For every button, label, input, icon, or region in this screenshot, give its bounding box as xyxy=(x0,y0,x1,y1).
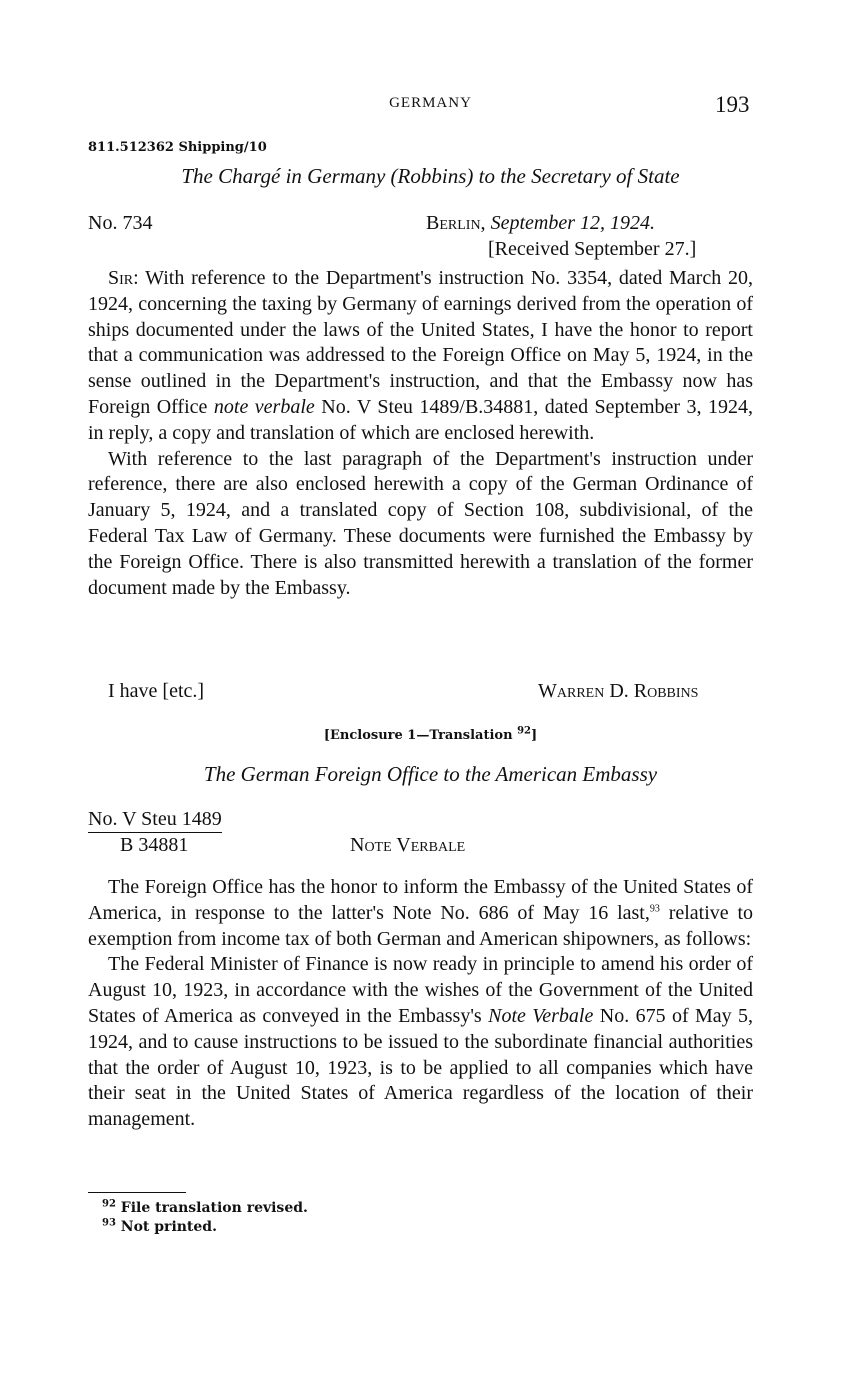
letter-paragraph-1: Sir: With reference to the Department's instruction No. 3354, dated March 20, 1924, concerning the taxing by Germany of earnings derived from the operation of ships documented under the laws of the United States, I have the honor to report that a communication was addressed to the Foreign Office on May 5, 1924, in the sense outlined in the Department's instruction, and that the Embassy now has Foreign Office note verbale No. V Steu 1489/B.34881, dated September 3, 1924, in reply, a copy and translation of which are enclosed herewith. xyxy=(88,267,754,444)
signature: Warren D. Robbins xyxy=(538,680,699,702)
note-verbale-heading: Note Verbale xyxy=(350,834,466,856)
note-reference-line-2: B 34881 xyxy=(120,834,189,856)
received-note: [Received September 27.] xyxy=(488,238,697,260)
footnote-92: $^{92}$ File translation revised. xyxy=(102,1198,308,1216)
enclosure-label: [Enclosure 1—Translation $^{92}$] xyxy=(323,725,538,743)
note-reference-line-1: No. V Steu 1489 xyxy=(88,808,222,833)
footnote-93: $^{93}$ Not printed. xyxy=(102,1217,217,1235)
note-paragraph-2: The Federal Minister of Finance is now ready in principle to amend his order of August 10, 1923, in accordance with the wishes of the Government of the United States of America as conveyed in the Embassy's Note Verbale No. 675 of May 5, 1924, and to cause instructions to be issued to the subordinate financial authorities that the order of August 10, 1923, is to be applied to all companies which have their seat in the United States of America regardless of the location of their management. xyxy=(88,953,754,1131)
closing: I have [etc.] xyxy=(108,680,205,702)
letter-dateline xyxy=(426,212,655,235)
letter-date: September 12, 1924. xyxy=(490,212,655,234)
footnote-divider xyxy=(88,1192,186,1193)
note-body xyxy=(88,875,753,1133)
note-paragraph-1: The Foreign Office has the honor to inform the Embassy of the United States of America, in response to the latter's Note No. 686 of May 16 last,$^{93}$ relative to exemption from income tax of both German and American shipowners, as follows: xyxy=(88,876,754,950)
salutation: Sir: xyxy=(108,267,139,289)
enclosure-title: The German Foreign Office to the American Embassy xyxy=(203,762,658,786)
letter-paragraph-2: With reference to the last paragraph of the Department's instruction under reference, there are also enclosed herewith a copy of the German Ordinance of January 5, 1924, and a translated copy of Section 108, subdivisional, of the Federal Tax Law of Germany. These documents were furnished the Embassy by the Foreign Office. There is also transmitted herewith a translation of the former document made by the Embassy. xyxy=(88,447,753,599)
running-title: GERMANY xyxy=(389,95,472,111)
page-number: 193 xyxy=(715,92,750,117)
file-number: 811.512362 Shipping/10 xyxy=(88,140,267,155)
letter-place: Berlin, xyxy=(426,212,486,234)
letter-body xyxy=(88,266,753,601)
letter-title: The Chargé in Germany (Robbins) to the Secretary of State xyxy=(181,164,680,188)
letter-number: No. 734 xyxy=(88,212,153,234)
